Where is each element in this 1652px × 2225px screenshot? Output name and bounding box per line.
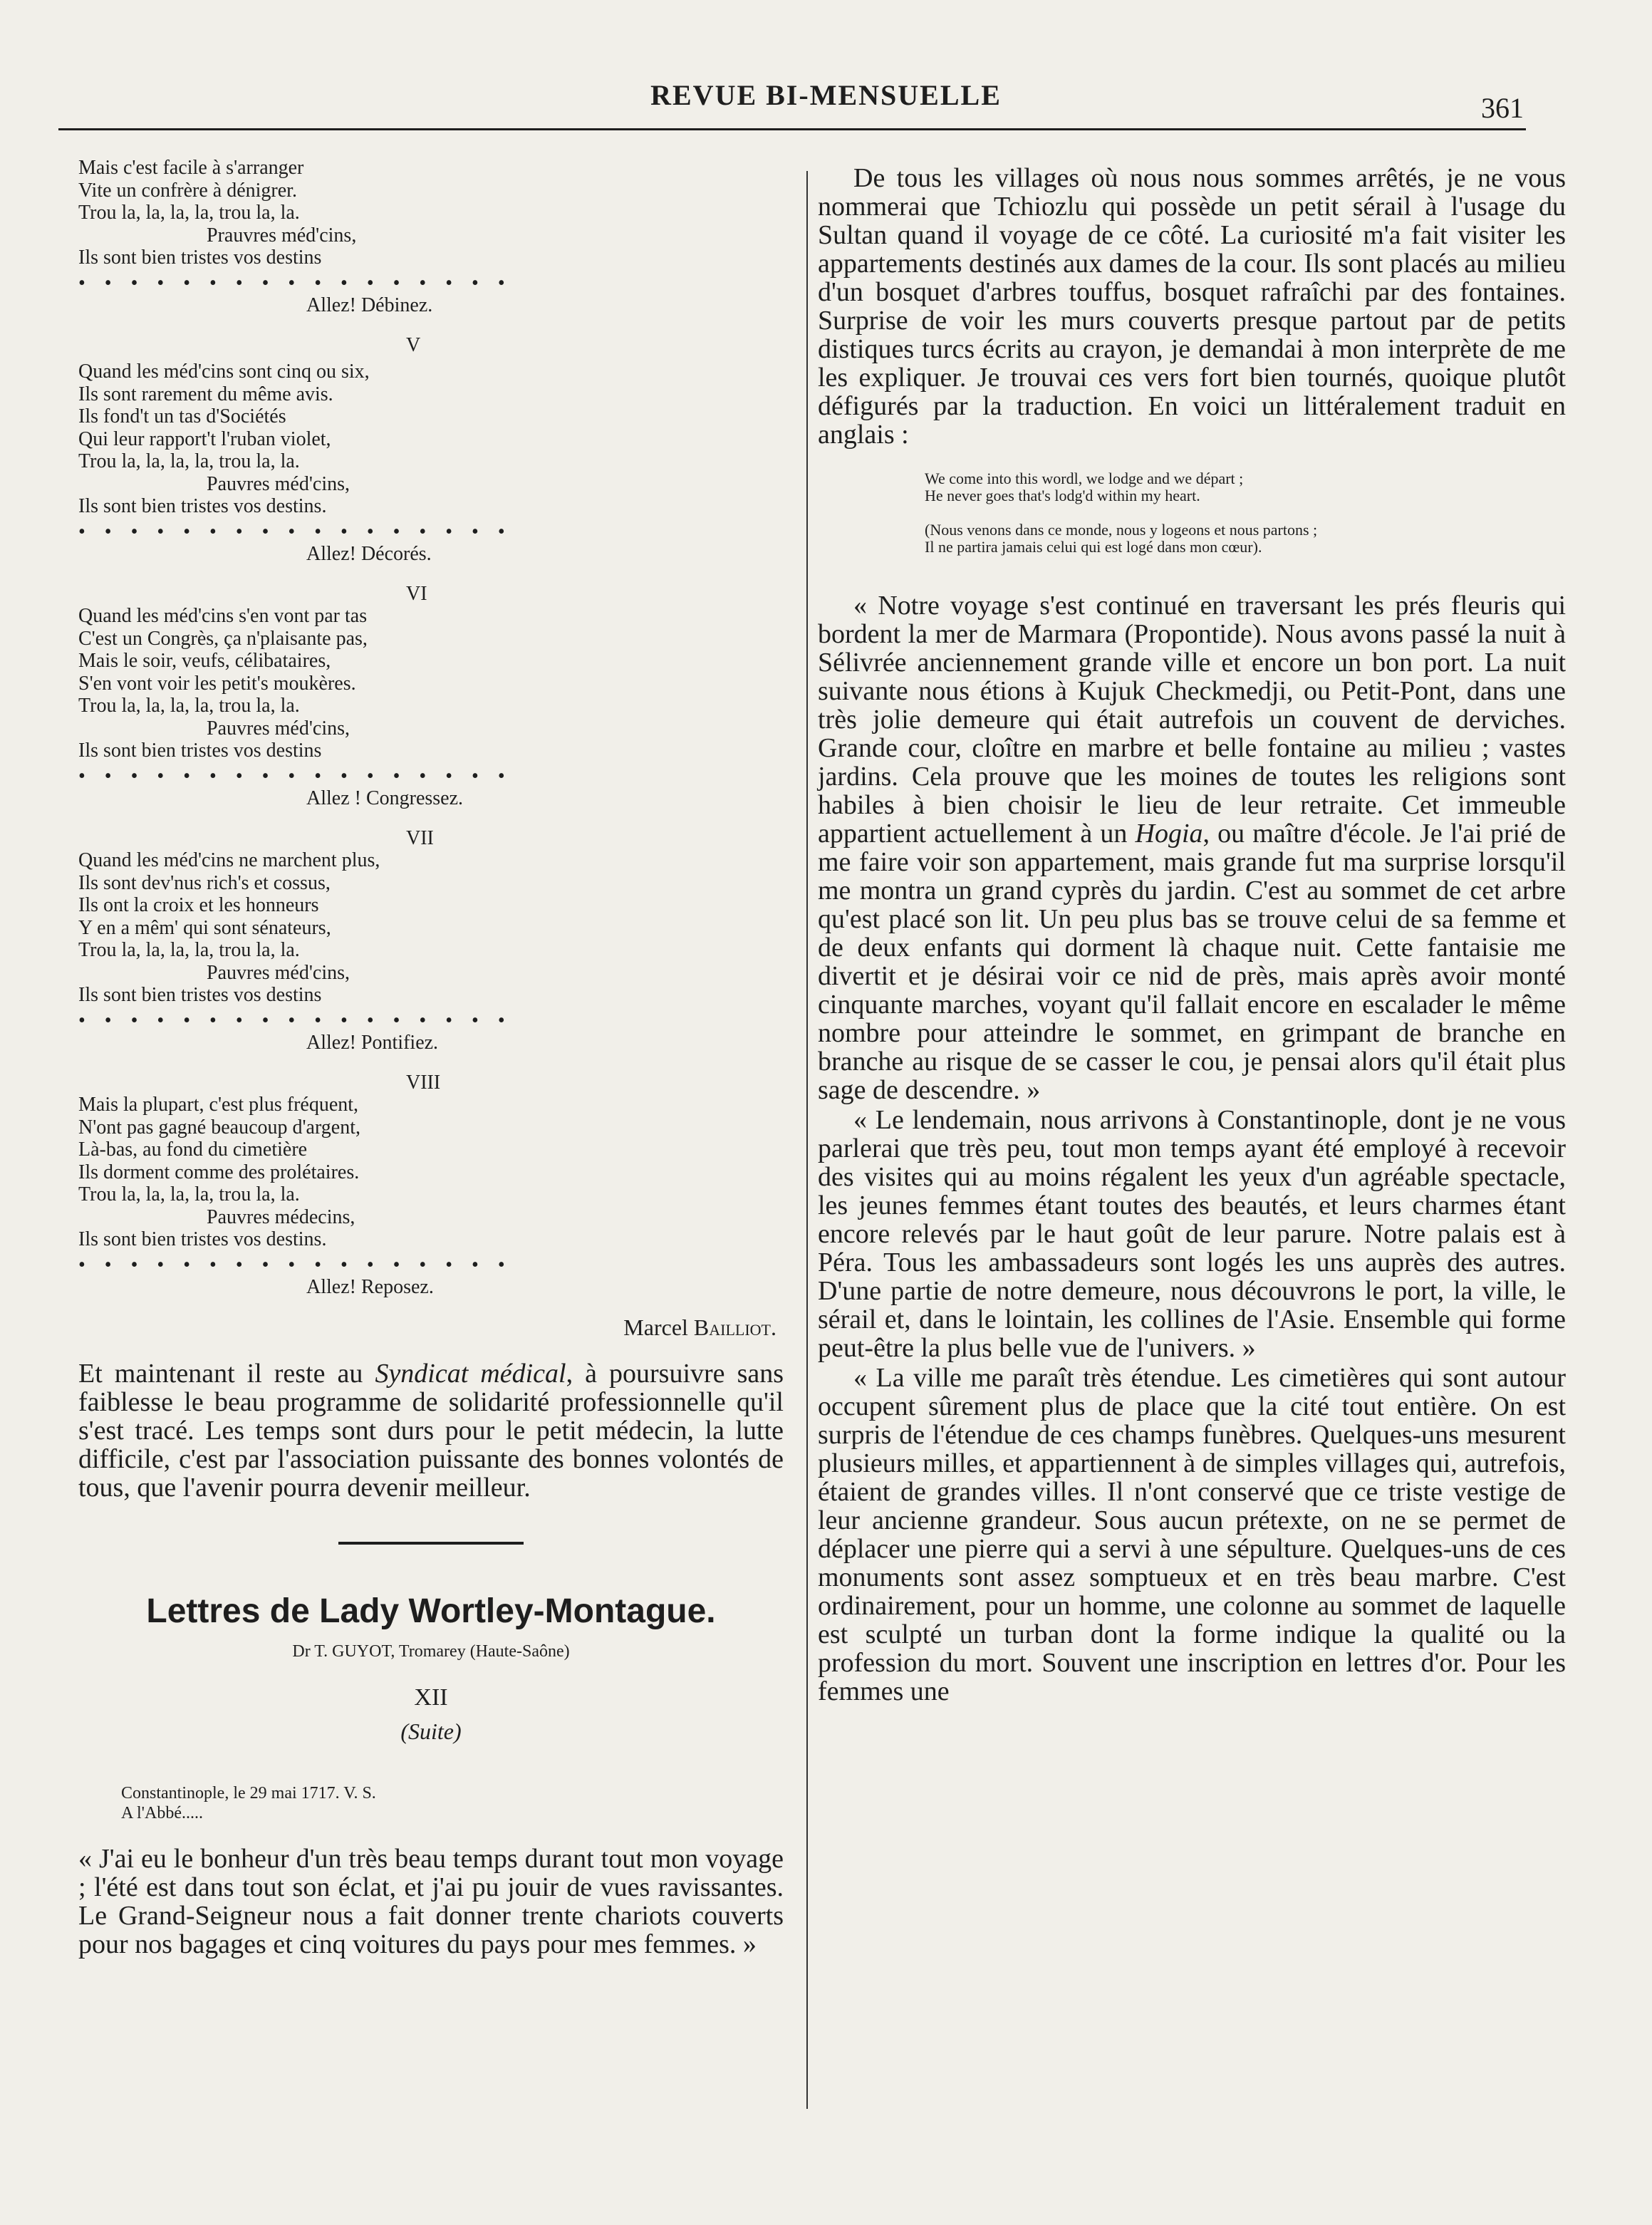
letter-dateline <box>78 1783 784 1823</box>
poem-line: Ils sont bien tristes vos destins. <box>78 1228 327 1250</box>
page-number: 361 <box>1481 92 1524 124</box>
poem-stanza-viii <box>78 1072 784 1299</box>
body-paragraph: De tous les villages où nous nous sommes arrêtés, je ne vous nommerai que Tchiozlu qui possède un petit sérail à l'usage du Sultan quand il voyage de ce côté. La curiosité m'a fait visiter les appartements destinés aux dames de la cour. Ils sont placés au milieu d'un bosquet d'arbres touffus, bosquet rafraîchi par des fontaines. Surprise de voir les murs couverts presque partout par de petits distiques turcs écrits au crayon, je demandai à mon interprète de me les expliquer. Je trouvai ces vers fort bien tournés, quoique plutôt défigurés par la traduction. En voici un littéralement traduit en anglais : <box>818 163 1566 450</box>
poem-line: N'ont pas gagné beaucoup d'argent, <box>78 1116 361 1139</box>
stanza-number: VIII <box>406 1071 441 1094</box>
header-rule <box>58 128 1526 130</box>
poem-line: Trou la, la, la, la, trou la, la. <box>78 939 300 961</box>
poem-line: Ils ont la croix et les honneurs <box>78 894 319 916</box>
text-run: Et maintenant il reste au <box>78 1358 375 1389</box>
poem-line: Mais c'est facile à s'arranger <box>78 157 304 179</box>
stanza-number: V <box>406 333 421 356</box>
poem-line: Pauvres méd'cins, <box>207 472 350 495</box>
poem-line: Ils sont bien tristes vos destins <box>78 984 322 1006</box>
poem-line: Qui leur rapport't l'ruban violet, <box>78 427 331 450</box>
right-column <box>818 164 1566 1706</box>
quote-english-line: We come into this wordl, we lodge and we départ ; <box>925 470 1244 487</box>
poem-stanza-v <box>78 334 784 566</box>
poem <box>78 157 784 1299</box>
body-paragraph: « La ville me paraît très étendue. Les cimetières qui sont autour occupent sûrement plus de place que la cité tout entière. On est surpris de l'étendue de ces champs funèbres. Quelques-uns mesurent plusieurs milles, et appartiennent à de simples villages qui, autrefois, étaient de grandes villes. Il n'ont conservé que ce triste vestige de leur ancienne grandeur. Sous aucun prétexte, on ne se permet de déplacer une pierre qui a servi à une sépulture. Quelques-uns de ces monuments sont assez somptueux et en très beau marbre. C'est ordinairement, pour un homme, une colonne au sommet de laquelle est sculpté un turban dont la forme indique la qualité ou la profession du mort. Souvent une inscription en lettres d'or. Pour les femmes une <box>818 1363 1566 1706</box>
stanza-number: VII <box>406 826 434 849</box>
poem-line: Ils sont rarement du même avis. <box>78 383 333 405</box>
poem-stanza-vi <box>78 583 784 810</box>
article-part-number: XII <box>414 1684 448 1711</box>
italic-run: Hogia <box>1135 819 1203 849</box>
body-paragraph <box>818 591 1566 1104</box>
italic-run: Syndicat médical <box>375 1358 566 1389</box>
poem-line: Mais la plupart, c'est plus fréquent, <box>78 1094 359 1116</box>
poem-ellipsis: • • • • • • • • • • • • • • • • • <box>78 271 512 294</box>
poem-line: Quand les méd'cins s'en vont par tas <box>78 605 368 627</box>
poem-ellipsis: • • • • • • • • • • • • • • • • • <box>78 1009 512 1032</box>
poem-line: Y en a mêm' qui sont sénateurs, <box>78 916 331 939</box>
page-header-title: REVUE BI-MENSUELLE <box>650 79 1002 111</box>
closing-paragraph <box>78 1359 784 1502</box>
poem-line: Allez ! Congressez. <box>306 787 464 809</box>
poem-line: Ils sont dev'nus rich's et cossus, <box>78 871 331 894</box>
poem-line: Trou la, la, la, la, trou la, la. <box>78 450 300 472</box>
poem-ellipsis: • • • • • • • • • • • • • • • • • <box>78 764 512 787</box>
text-run: « Notre voyage s'est continué en traversant les prés fleuris qui bordent la mer de Marmara (Propontide). Nous avons passé la nuit à Sélivrée anciennement grande ville et encore un bon port. La nuit suivante nous étions à Kujuk Checkmedji, ou Petit-Pont, dans une très jolie demeure qui était autrefois un couvent de derviches. Grande cour, cloître en marbre et belle fontaine au milieu ; vastes jardins. Cela prouve que les moines de toutes les religions sont habiles à bien choisir le lieu de leur retraite. Cet immeuble appartient actuellement à un <box>818 591 1566 849</box>
poem-line: Trou la, la, la, la, trou la, la. <box>78 695 300 717</box>
poem-stanza-vii <box>78 827 784 1054</box>
column-divider <box>806 171 808 2109</box>
poem-line: Allez! Débinez. <box>306 294 433 316</box>
poem-line: Allez! Décorés. <box>306 543 432 565</box>
signature-last-name: Bailliot. <box>693 1314 776 1340</box>
poem-line: Mais le soir, veufs, célibataires, <box>78 650 331 672</box>
poem-ellipsis: • • • • • • • • • • • • • • • • • <box>78 1253 512 1276</box>
poem-signature <box>78 1314 784 1341</box>
letter-opening-paragraph: « J'ai eu le bonheur d'un très beau temps durant tout mon voyage ; l'été est dans tout son éclat, et j'ai pu jouir de vues ravissantes. Le Grand-Seigneur nous a fait donner trente chariots couverts pour nos bagages et cinq voitures du pays pour mes femmes. » <box>78 1843 784 1959</box>
article-author: Dr T. GUYOT, Tromarey (Haute-Saône) <box>292 1641 570 1661</box>
quote-french-line: (Nous venons dans ce monde, nous y logeons et nous partons ; <box>925 521 1318 539</box>
poem-line: Trou la, la, la, la, trou la, la. <box>78 202 300 224</box>
poem-line: Pauvres médecins, <box>207 1205 355 1228</box>
verse-quote <box>818 470 1566 556</box>
signature-first-name: Marcel <box>623 1314 688 1340</box>
quote-french-line: Il ne partira jamais celui qui est logé dans mon cœur). <box>925 538 1262 556</box>
poem-line: Quand les méd'cins ne marchent plus, <box>78 849 380 871</box>
poem-line: Pauvres méd'cins, <box>207 961 350 984</box>
poem-line: Quand les méd'cins sont cinq ou six, <box>78 361 370 383</box>
article-title: Lettres de Lady Wortley-Montague. <box>146 1592 716 1630</box>
text-run: , ou maître d'école. Je l'ai prié de me faire voir son appartement, mais grande fut ma surprise lorsqu'il me montra un grand cyprès du jardin. C'est au sommet de cet arbre qu'est placé son lit. Un peu plus bas se trouve celui de sa femme et de deux enfants qui dorment là chaque nuit. Cette fantaisie me divertit et je désirai voir ce nid de près, mais après avoir monté cinquante marches, voyant qu'il fallait encore en escalader le même nombre pour atteindre le sommet, en grimpant de branche en branche au risque de se casser le cou, je pensai alors qu'il était plus sage de descendre. » <box>818 819 1566 1105</box>
poem-line: Pauvres méd'cins, <box>207 717 350 740</box>
poem-stanza-iv-tail <box>78 157 784 317</box>
article-suite-label: (Suite) <box>400 1718 462 1744</box>
poem-line: Ils sont bien tristes vos destins <box>78 740 322 762</box>
poem-line: Ils dorment comme des prolétaires. <box>78 1161 360 1183</box>
left-column <box>78 157 784 1959</box>
text-run: , à poursuivre sans faiblesse le beau programme de solidarité professionnelle qu'il s'est tracé. Les temps sont durs pour le petit médecin, la lutte difficile, c'est par l'association puissante des bonnes volontés de tous, que l'avenir pourra devenir meilleur. <box>78 1358 784 1503</box>
poem-line: S'en vont voir les petit's moukères. <box>78 672 356 695</box>
poem-line: Allez! Reposez. <box>306 1276 434 1298</box>
poem-line: Prauvres méd'cins, <box>207 224 357 247</box>
poem-line: Là-bas, au fond du cimetière <box>78 1139 308 1161</box>
spacer <box>818 556 1566 591</box>
body-paragraph: « Le lendemain, nous arrivons à Constantinople, dont je ne vous parlerai que très peu, tout mon temps ayant été employé à recevoir des visites qui au moins régalent les yeux d'un agréable spectacle, les jeunes femmes étant toutes des beautés, et leurs charmes étant encore relevés par le haut goût de leur parure. Notre palais est à Péra. Tous les ambassadeurs sont logés les uns auprès des autres. D'une partie de notre demeure, nous découvrons le port, la ville, le sérail et, dans le lointain, les collines de l'Asie. Ensemble qui forme peut-être la plus belle vue de l'univers. » <box>818 1105 1566 1363</box>
poem-line: Vite un confrère à dénigrer. <box>78 179 297 202</box>
quote-english-line: He never goes that's lodg'd within my heart. <box>925 487 1200 504</box>
section-rule <box>338 1542 524 1545</box>
dateline-place-date: Constantinople, le 29 mai 1717. V. S. <box>121 1783 376 1803</box>
poem-line: Ils sont bien tristes vos destins. <box>78 495 327 517</box>
poem-ellipsis: • • • • • • • • • • • • • • • • • <box>78 520 512 543</box>
stanza-number: VI <box>406 582 427 605</box>
dateline-recipient: A l'Abbé..... <box>121 1803 203 1822</box>
poem-line: Trou la, la, la, la, trou la, la. <box>78 1183 300 1205</box>
poem-line: Allez! Pontifiez. <box>306 1032 439 1054</box>
poem-line: C'est un Congrès, ça n'plaisante pas, <box>78 627 368 650</box>
poem-line: Ils sont bien tristes vos destins <box>78 247 322 269</box>
poem-line: Ils fond't un tas d'Sociétés <box>78 405 286 427</box>
